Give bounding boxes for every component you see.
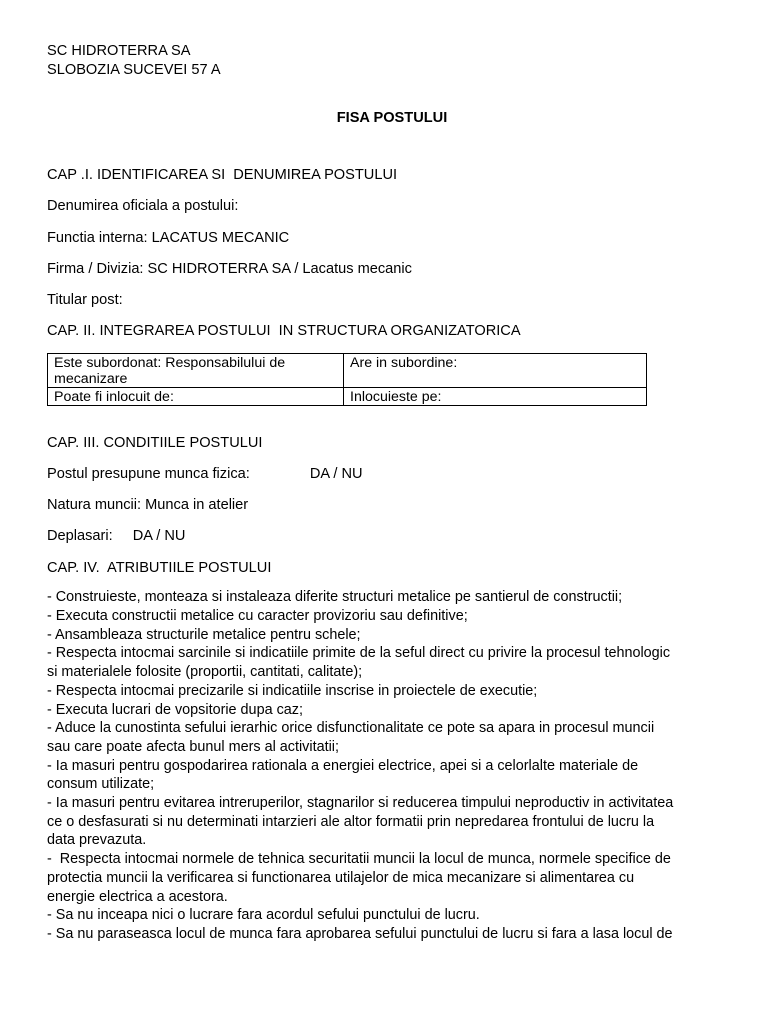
list-item: - Respecta intocmai normele de tehnica securitatii muncii la locul de munca, normele specifice de: [47, 851, 671, 868]
list-item: energie electrica a acestora.: [47, 888, 228, 905]
company-address: SLOBOZIA SUCEVEI 57 A: [47, 61, 221, 78]
table-row: [48, 387, 647, 405]
cap4-heading: CAP. IV. ATRIBUTIILE POSTULUI: [47, 559, 272, 576]
list-item: - Aduce la cunostinta sefului ierarhic orice disfunctionalitate ce pote sa apara in procesul muncii: [47, 720, 655, 737]
list-item: data prevazuta.: [47, 832, 147, 849]
list-item: ce o desfasurati si nu determinati intarzieri ale altor formatii prin nepredarea frontului de lucru la: [47, 813, 655, 830]
internal-function-field: Functia interna: LACATUS MECANIC: [47, 229, 290, 246]
list-item: - Ia masuri pentru gospodarirea rationala a energiei electrice, apei si a celorlalte materiale de: [47, 757, 639, 774]
list-item: - Executa constructii metalice cu caracter provizoriu sau definitive;: [47, 608, 468, 625]
list-item: - Executa lucrari de vopsitorie dupa caz;: [47, 701, 303, 718]
list-item: sau care poate afecta bunul mers al activitatii;: [47, 738, 339, 755]
cap3-heading: CAP. III. CONDITIILE POSTULUI: [47, 434, 263, 451]
list-item: - Construieste, monteaza si instaleaza diferite structuri metalice pe santierul de constructii;: [47, 589, 623, 606]
replaces-cell: Inlocuieste pe:: [344, 387, 647, 405]
travel-field: Deplasari: DA / NU: [47, 528, 186, 545]
list-item: - Ansambleaza structurile metalice pentru schele;: [47, 626, 361, 643]
organization-table: [47, 353, 647, 406]
work-nature-field: Natura muncii: Munca in atelier: [47, 497, 249, 514]
list-item: si materialele folosite (proportii, cantitati, calitate);: [47, 664, 363, 681]
list-item: - Respecta intocmai precizarile si indicatiile inscrise in proiectele de executie;: [47, 682, 538, 699]
list-item: consum utilizate;: [47, 776, 155, 793]
physical-work-field: Postul presupune munca fizica: DA / NU: [47, 466, 363, 483]
subordinates-cell: Are in subordine:: [344, 353, 647, 387]
list-item: - Respecta intocmai sarcinile si indicatiile primite de la seful direct cu privire la procesul tehnologic: [47, 645, 671, 662]
post-holder-field: Titular post:: [47, 291, 123, 308]
list-item: protectia muncii la verificarea si functionarea utilajelor de mica mecanizare si alimentarea cu: [47, 869, 635, 886]
document-page: [47, 42, 727, 944]
replaced-by-cell: Poate fi inlocuit de:: [48, 387, 344, 405]
table-row: [48, 353, 647, 387]
list-item: - Sa nu inceapa nici o lucrare fara acordul sefului punctului de lucru.: [47, 907, 480, 924]
company-name: SC HIDROTERRA SA: [47, 43, 191, 59]
subordinate-to-cell: Este subordonat: Responsabilului de mecanizare: [48, 353, 344, 387]
cap1-heading: CAP .I. IDENTIFICAREA SI DENUMIREA POSTULUI: [47, 167, 398, 184]
duties-list: [47, 588, 747, 943]
list-item: - Sa nu paraseasca locul de munca fara aprobarea sefului punctului de lucru si fara a lasa locul de: [47, 926, 673, 942]
cap2-heading: CAP. II. INTEGRAREA POSTULUI IN STRUCTURA ORGANIZATORICA: [47, 323, 521, 340]
company-division-field: Firma / Divizia: SC HIDROTERRA SA / Lacatus mecanic: [47, 260, 412, 277]
list-item: - Ia masuri pentru evitarea intreruperilor, stagnarilor si reducerea timpului neproductiv in activitatea: [47, 795, 674, 812]
document-title: FISA POSTULUI: [336, 110, 448, 127]
official-name-field: Denumirea oficiala a postului:: [47, 198, 239, 215]
